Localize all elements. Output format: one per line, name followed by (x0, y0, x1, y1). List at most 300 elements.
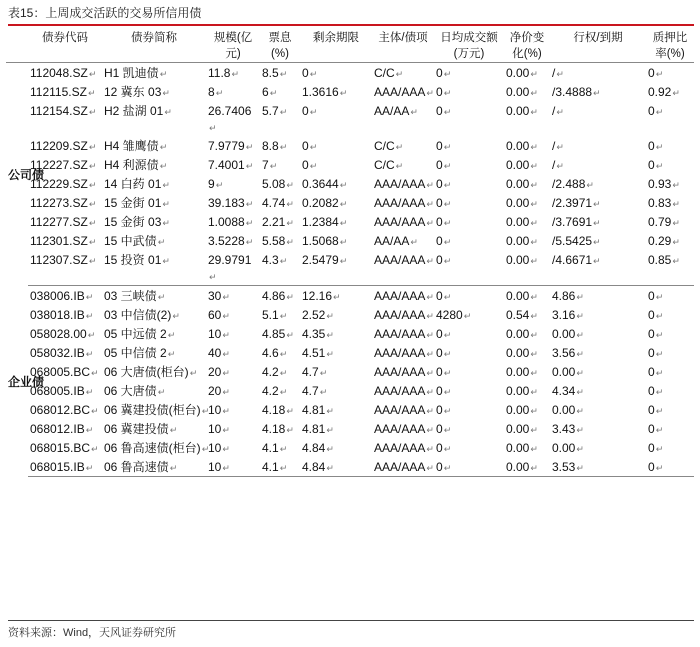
cell-value: 0.93 (648, 177, 672, 191)
table-row (6, 193, 694, 212)
return-mark-icon: ↵ (426, 330, 434, 340)
cell-value: 112209.SZ (30, 139, 88, 153)
table-cell (260, 63, 300, 83)
table-cell (300, 438, 372, 457)
return-mark-icon: ↵ (655, 311, 664, 321)
cell-value: 20 (208, 365, 222, 379)
return-mark-icon: ↵ (85, 292, 94, 302)
table-cell (28, 438, 102, 457)
cell-value: 4.1 (262, 460, 279, 474)
table-cell (372, 362, 434, 381)
return-mark-icon: ↵ (91, 406, 99, 416)
table-cell (102, 250, 206, 286)
cell-value: 6 (262, 85, 269, 99)
cell-value: 112277.SZ (30, 215, 88, 229)
return-mark-icon: ↵ (530, 256, 538, 266)
table-cell (260, 305, 300, 324)
return-mark-icon: ↵ (655, 463, 664, 473)
return-mark-icon: ↵ (91, 368, 99, 378)
return-mark-icon: ↵ (426, 368, 434, 378)
return-mark-icon: ↵ (279, 463, 288, 473)
return-mark-icon: ↵ (209, 272, 217, 282)
cell-value: 112048.SZ (30, 66, 88, 80)
return-mark-icon: ↵ (655, 444, 664, 454)
cell-value: AAA/AAA (374, 441, 426, 455)
return-mark-icon: ↵ (339, 256, 348, 266)
cell-value: 0.00 (506, 66, 530, 80)
cell-value: 0.00 (552, 403, 576, 417)
return-mark-icon: ↵ (530, 330, 538, 340)
table-cell (300, 136, 372, 155)
table-cell (550, 174, 646, 193)
table-cell (372, 457, 434, 477)
table-cell (206, 250, 260, 286)
table-cell (504, 438, 550, 457)
cell-value: 0 (436, 460, 443, 474)
cell-value: 0.79 (648, 215, 672, 229)
table-cell (504, 324, 550, 343)
cell-value: 4.2 (262, 384, 279, 398)
table-cell (504, 136, 550, 155)
cell-value: 4.7 (302, 365, 319, 379)
return-mark-icon: ↵ (88, 180, 97, 190)
return-mark-icon: ↵ (162, 180, 170, 190)
cell-value: 3.53 (552, 460, 576, 474)
return-mark-icon: ↵ (576, 368, 584, 378)
cell-value: 15 投资 01 (104, 253, 162, 267)
return-mark-icon: ↵ (530, 218, 538, 228)
table-cell (102, 305, 206, 324)
return-mark-icon: ↵ (530, 161, 538, 171)
cell-value: 0.00 (506, 85, 530, 99)
table-row (6, 101, 694, 136)
table-cell (504, 155, 550, 174)
cell-value: AAA/AAA (374, 422, 426, 436)
return-mark-icon: ↵ (279, 142, 288, 152)
cell-value: AAA/AAA (374, 460, 426, 474)
return-mark-icon: ↵ (339, 237, 348, 247)
return-mark-icon: ↵ (326, 311, 334, 321)
cell-value: 8.5 (262, 66, 279, 80)
cell-value: 4.7 (302, 384, 319, 398)
table-cell (372, 438, 434, 457)
table-cell (260, 82, 300, 101)
cell-value: 0.00 (506, 384, 530, 398)
return-mark-icon: ↵ (339, 88, 348, 98)
return-mark-icon: ↵ (172, 311, 180, 321)
table-cell (206, 305, 260, 324)
cell-value: 058028.00 (30, 327, 87, 341)
cell-value: 11.8 (208, 66, 231, 80)
cell-value: 0.00 (506, 215, 530, 229)
table-row (6, 174, 694, 193)
cell-value: 0.29 (648, 234, 672, 248)
table-cell (260, 193, 300, 212)
table-cell (300, 343, 372, 362)
table-cell (28, 381, 102, 400)
table-cell (28, 82, 102, 101)
column-header (6, 26, 28, 63)
column-header: 净价变化(%) (504, 26, 550, 63)
table-cell (28, 63, 102, 83)
return-mark-icon: ↵ (576, 349, 584, 359)
table-cell (102, 101, 206, 136)
table-cell (646, 136, 694, 155)
return-mark-icon: ↵ (426, 444, 434, 454)
cell-value: /2.3971 (552, 196, 593, 210)
return-mark-icon: ↵ (286, 406, 294, 416)
cell-value: 10 (208, 422, 222, 436)
return-mark-icon: ↵ (245, 218, 254, 228)
cell-value: 39.183 (208, 196, 245, 210)
cell-value: 4.51 (302, 346, 326, 360)
cell-value: 06 鲁高速债 (104, 460, 169, 474)
return-mark-icon: ↵ (530, 444, 538, 454)
return-mark-icon: ↵ (222, 387, 230, 397)
table-cell (102, 231, 206, 250)
return-mark-icon: ↵ (157, 387, 166, 397)
cell-value: 0.00 (506, 234, 530, 248)
table-cell (434, 438, 504, 457)
cell-value: 0 (436, 66, 443, 80)
cell-value: H4 利源债 (104, 158, 159, 172)
return-mark-icon: ↵ (530, 387, 538, 397)
cell-value: 3.56 (552, 346, 576, 360)
return-mark-icon: ↵ (326, 330, 334, 340)
return-mark-icon: ↵ (593, 88, 601, 98)
table-cell (300, 63, 372, 83)
table-cell (646, 457, 694, 477)
return-mark-icon: ↵ (159, 69, 168, 79)
table-cell (206, 136, 260, 155)
return-mark-icon: ↵ (245, 199, 254, 209)
table-cell (646, 400, 694, 419)
table-cell (206, 231, 260, 250)
cell-value: 0 (648, 308, 655, 322)
return-mark-icon: ↵ (222, 292, 230, 302)
table-cell (434, 381, 504, 400)
return-mark-icon: ↵ (222, 368, 230, 378)
cell-value: AAA/AAA (374, 196, 426, 210)
cell-value: 0 (436, 104, 443, 118)
return-mark-icon: ↵ (88, 107, 97, 117)
cell-value: 9 (208, 177, 215, 191)
return-mark-icon: ↵ (426, 88, 434, 98)
section-label: 公司债 (8, 168, 45, 183)
cell-value: 14 白药 01 (104, 177, 162, 191)
return-mark-icon: ↵ (443, 349, 452, 359)
cell-value: 0.00 (506, 104, 530, 118)
table-cell (300, 305, 372, 324)
table-cell (646, 250, 694, 286)
column-header: 日均成交额(万元) (434, 26, 504, 63)
table-row (6, 400, 694, 419)
table-cell (646, 193, 694, 212)
cell-value: 0 (302, 66, 309, 80)
return-mark-icon: ↵ (319, 387, 328, 397)
table-row (6, 419, 694, 438)
table-cell (504, 63, 550, 83)
table-row (6, 438, 694, 457)
table-cell (434, 231, 504, 250)
cell-value: 1.5068 (302, 234, 339, 248)
cell-value: 4.84 (302, 441, 326, 455)
cell-value: /4.6671 (552, 253, 593, 267)
table-cell (434, 82, 504, 101)
cell-value: 0.00 (506, 327, 530, 341)
cell-value: 0 (436, 177, 443, 191)
return-mark-icon: ↵ (286, 180, 294, 190)
return-mark-icon: ↵ (162, 88, 170, 98)
cell-value: 0 (648, 384, 655, 398)
table-row (6, 305, 694, 324)
return-mark-icon: ↵ (443, 107, 452, 117)
table-cell (372, 193, 434, 212)
return-mark-icon: ↵ (576, 406, 584, 416)
cell-value: C/C (374, 139, 395, 153)
return-mark-icon: ↵ (169, 425, 178, 435)
table-cell (550, 286, 646, 306)
table-cell (550, 324, 646, 343)
cell-value: 0 (648, 104, 655, 118)
return-mark-icon: ↵ (530, 142, 538, 152)
return-mark-icon: ↵ (530, 237, 538, 247)
cell-value: C/C (374, 158, 395, 172)
table-cell (260, 419, 300, 438)
table-cell (28, 419, 102, 438)
return-mark-icon: ↵ (593, 199, 601, 209)
table-cell (372, 82, 434, 101)
cell-value: 8 (208, 85, 215, 99)
return-mark-icon: ↵ (426, 387, 434, 397)
table-cell (102, 82, 206, 101)
table-cell (102, 212, 206, 231)
cell-value: 0.3644 (302, 177, 339, 191)
table-cell (504, 101, 550, 136)
return-mark-icon: ↵ (222, 330, 230, 340)
table-cell (550, 343, 646, 362)
cell-value: AAA/AAA (374, 327, 426, 341)
table-row (6, 212, 694, 231)
table-cell (260, 343, 300, 362)
table-cell (300, 400, 372, 419)
table-cell (504, 231, 550, 250)
return-mark-icon: ↵ (443, 463, 452, 473)
table-cell (434, 362, 504, 381)
cell-value: 068012.IB (30, 422, 85, 436)
cell-value: 068015.BC (30, 441, 91, 455)
return-mark-icon: ↵ (215, 180, 224, 190)
cell-value: 4.84 (302, 460, 326, 474)
return-mark-icon: ↵ (333, 292, 341, 302)
return-mark-icon: ↵ (655, 406, 664, 416)
return-mark-icon: ↵ (395, 142, 404, 152)
return-mark-icon: ↵ (530, 88, 538, 98)
table-cell (102, 63, 206, 83)
table-cell (206, 101, 260, 136)
return-mark-icon: ↵ (426, 199, 434, 209)
cell-value: 06 冀建投债(柜台) (104, 403, 201, 417)
table-cell (102, 324, 206, 343)
table-row (6, 155, 694, 174)
return-mark-icon: ↵ (672, 88, 680, 98)
return-mark-icon: ↵ (556, 161, 564, 171)
cell-value: 4.86 (262, 289, 286, 303)
cell-value: 1.2384 (302, 215, 339, 229)
table-cell (206, 63, 260, 83)
table-cell (28, 231, 102, 250)
table-cell (300, 231, 372, 250)
return-mark-icon: ↵ (326, 463, 334, 473)
return-mark-icon: ↵ (443, 69, 452, 79)
cell-value: 0 (648, 441, 655, 455)
cell-value: 7.4001 (208, 158, 245, 172)
table-cell (646, 362, 694, 381)
cell-value: 0.83 (648, 196, 672, 210)
return-mark-icon: ↵ (245, 142, 254, 152)
return-mark-icon: ↵ (672, 180, 680, 190)
table-cell (260, 250, 300, 286)
cell-value: 112227.SZ (30, 158, 88, 172)
return-mark-icon: ↵ (88, 256, 97, 266)
table-cell (260, 155, 300, 174)
column-header: 行权/到期 (550, 26, 646, 63)
return-mark-icon: ↵ (279, 444, 288, 454)
cell-value: 068015.IB (30, 460, 85, 474)
return-mark-icon: ↵ (201, 444, 210, 454)
return-mark-icon: ↵ (410, 107, 418, 117)
cell-value: 2.52 (302, 308, 326, 322)
cell-value: 4.6 (262, 346, 279, 360)
table-cell (434, 286, 504, 306)
table-cell (646, 381, 694, 400)
table-cell (434, 193, 504, 212)
return-mark-icon: ↵ (279, 256, 288, 266)
table-cell (300, 419, 372, 438)
return-mark-icon: ↵ (576, 330, 584, 340)
return-mark-icon: ↵ (169, 463, 178, 473)
return-mark-icon: ↵ (395, 161, 404, 171)
table-cell (550, 457, 646, 477)
return-mark-icon: ↵ (88, 237, 97, 247)
cell-value: 1.0088 (208, 215, 245, 229)
column-header: 债券简称 (102, 26, 206, 63)
cell-value: 0 (648, 158, 655, 172)
table-cell (646, 324, 694, 343)
cell-value: 0 (436, 441, 443, 455)
table-cell (206, 400, 260, 419)
table-cell (300, 324, 372, 343)
return-mark-icon: ↵ (530, 107, 538, 117)
return-mark-icon: ↵ (88, 142, 97, 152)
cell-value: AAA/AAA (374, 346, 426, 360)
cell-value: 4.18 (262, 422, 286, 436)
table-cell (206, 381, 260, 400)
table-cell (300, 155, 372, 174)
cell-value: / (552, 158, 556, 172)
cell-value: AAA/AAA (374, 215, 426, 229)
bottom-rule (8, 620, 694, 621)
column-header: 剩余期限 (300, 26, 372, 63)
return-mark-icon: ↵ (530, 425, 538, 435)
table-row (6, 250, 694, 286)
cell-value: 0.00 (552, 365, 576, 379)
return-mark-icon: ↵ (410, 237, 418, 247)
table-cell (260, 212, 300, 231)
return-mark-icon: ↵ (279, 107, 288, 117)
return-mark-icon: ↵ (222, 349, 230, 359)
return-mark-icon: ↵ (309, 107, 318, 117)
cell-value: / (552, 66, 556, 80)
table-cell (504, 419, 550, 438)
table-cell (206, 174, 260, 193)
table-cell (372, 136, 434, 155)
cell-value: 60 (208, 308, 222, 322)
return-mark-icon: ↵ (530, 199, 538, 209)
cell-value: 4.86 (552, 289, 576, 303)
table-cell (206, 82, 260, 101)
cell-value: 0 (436, 403, 443, 417)
table-cell (102, 381, 206, 400)
cell-value: 0.00 (506, 403, 530, 417)
cell-value: AAA/AAA (374, 384, 426, 398)
table-cell (260, 324, 300, 343)
table-cell (102, 438, 210, 457)
cell-value: 068012.BC (30, 403, 91, 417)
cell-value: 0 (436, 234, 443, 248)
table-cell (206, 212, 260, 231)
table-cell (300, 250, 372, 286)
return-mark-icon: ↵ (655, 349, 664, 359)
table-cell (434, 212, 504, 231)
return-mark-icon: ↵ (443, 387, 452, 397)
source-note: 资料来源：Wind，天风证券研究所 (8, 627, 177, 639)
table-row (6, 324, 694, 343)
return-mark-icon: ↵ (426, 463, 434, 473)
table-cell (372, 286, 434, 306)
cell-value: 40 (208, 346, 222, 360)
cell-value: 0 (436, 327, 443, 341)
return-mark-icon: ↵ (672, 256, 680, 266)
table-cell (206, 193, 260, 212)
cell-value: 058032.IB (30, 346, 85, 360)
table-cell (206, 438, 260, 457)
table-cell (646, 212, 694, 231)
table-cell (550, 231, 646, 250)
table-cell (260, 381, 300, 400)
return-mark-icon: ↵ (209, 123, 217, 133)
table-cell (300, 286, 372, 306)
table-cell (206, 457, 260, 477)
table-cell (504, 174, 550, 193)
table-cell (28, 457, 102, 477)
return-mark-icon: ↵ (530, 349, 538, 359)
cell-value: 15 中武债 (104, 234, 157, 248)
table-cell (434, 136, 504, 155)
return-mark-icon: ↵ (443, 368, 452, 378)
return-mark-icon: ↵ (426, 292, 434, 302)
table-cell (28, 193, 102, 212)
table-cell (260, 136, 300, 155)
cell-value: 03 三峡债 (104, 289, 157, 303)
table-cell (504, 82, 550, 101)
cell-value: 038018.IB (30, 308, 85, 322)
cell-value: 0 (436, 196, 443, 210)
cell-value: 4.35 (302, 327, 326, 341)
return-mark-icon: ↵ (279, 349, 288, 359)
table-cell (102, 193, 206, 212)
return-mark-icon: ↵ (222, 444, 230, 454)
